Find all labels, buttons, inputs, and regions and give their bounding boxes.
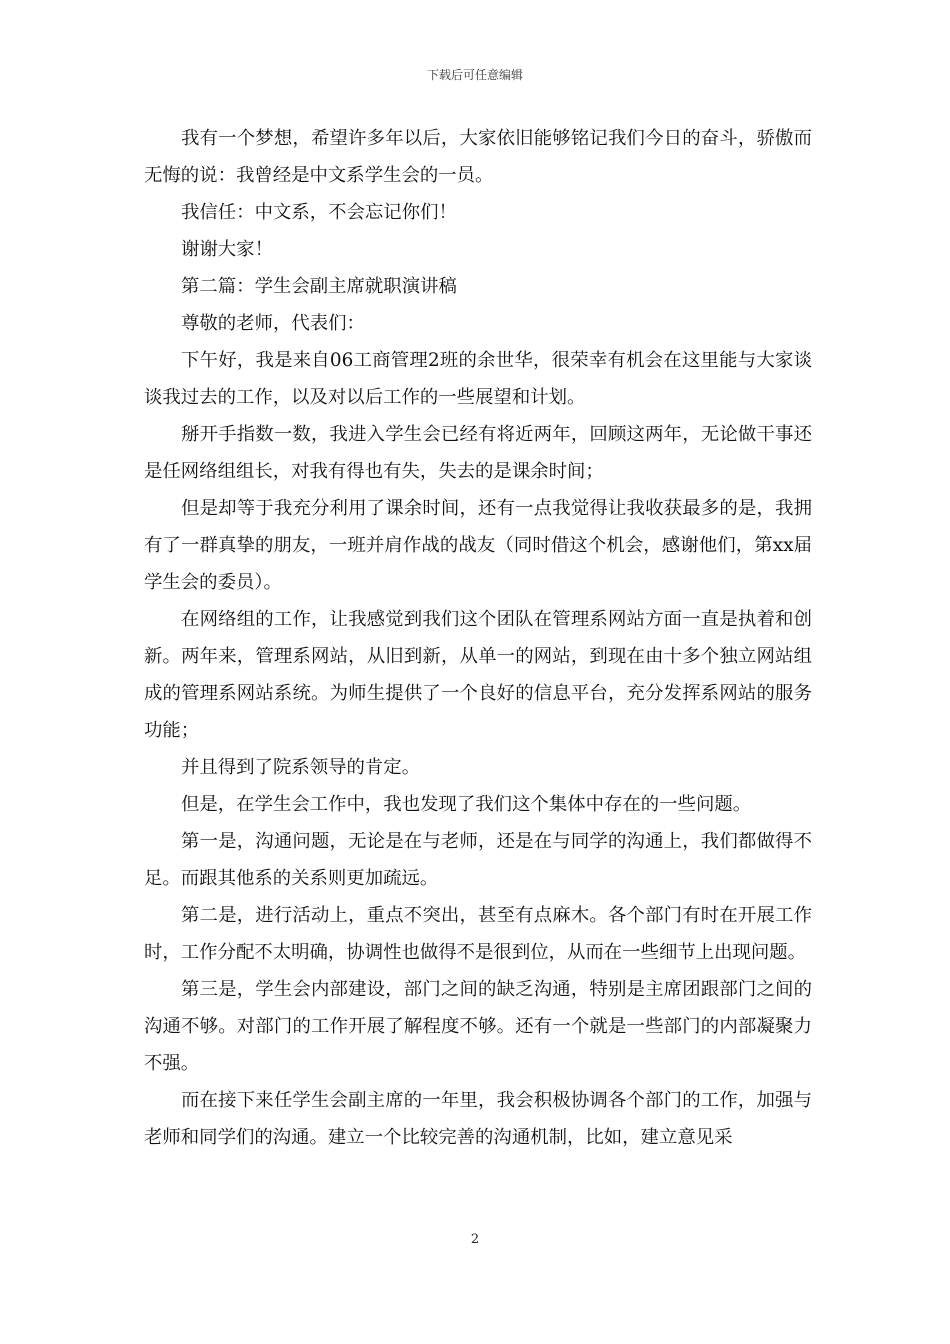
paragraph: 下午好，我是来自06工商管理2班的余世华，很荣幸有机会在这里能与大家谈谈我过去的工作，以及对以后工作的一些展望和计划。 (144, 350, 812, 408)
paragraph: 但是，在学生会工作中，我也发现了我们这个集体中存在的一些问题。 (181, 794, 752, 815)
page-header: 下载后可任意编辑 (426, 68, 523, 82)
section-title: 第二篇：学生会副主席就职演讲稿 (181, 276, 457, 297)
paragraph: 在网络组的工作，让我感觉到我们这个团队在管理系网站方面一直是执着和创新。两年来，管理系网站，从旧到新，从单一的网站，到现在由十多个独立网站组成的管理系网站系统。为师生提供了一个良好的信息平台，充分发挥系网站的服务功能； (144, 609, 812, 741)
paragraph: 而在接下来任学生会副主席的一年里，我会积极协调各个部门的工作，加强与老师和同学们的沟通。建立一个比较完善的沟通机制，比如，建立意见采 (144, 1090, 812, 1148)
salutation: 尊敬的老师，代表们： (181, 313, 365, 334)
paragraph: 掰开手指数一数，我进入学生会已经有将近两年，回顾这两年，无论做干事还是任网络组组长，对我有得也有失，失去的是课余时间； (144, 424, 812, 482)
paragraph: 我有一个梦想，希望许多年以后，大家依旧能够铭记我们今日的奋斗，骄傲而无悔的说：我曾经是中文系学生会的一员。 (144, 128, 812, 186)
document-body (144, 120, 812, 1156)
paragraph: 但是却等于我充分利用了课余时间，还有一点我觉得让我收获最多的是，我拥有了一群真挚的朋友，一班并肩作战的战友（同时借这个机会，感谢他们，第xx届学生会的委员）。 (144, 498, 812, 593)
page-number: 2 (470, 1232, 480, 1247)
paragraph: 第三是，学生会内部建设，部门之间的缺乏沟通，特别是主席团跟部门之间的沟通不够。对部门的工作开展了解程度不够。还有一个就是一些部门的内部凝聚力不强。 (144, 979, 812, 1074)
paragraph: 并且得到了院系领导的肯定。 (181, 757, 421, 778)
paragraph: 我信任：中文系，不会忘记你们！ (181, 202, 457, 223)
paragraph: 第二是，进行活动上，重点不突出，甚至有点麻木。各个部门有时在开展工作时，工作分配不太明确，协调性也做得不是很到位，从而在一些细节上出现问题。 (144, 905, 812, 963)
paragraph: 第一是，沟通问题，无论是在与老师，还是在与同学的沟通上，我们都做得不足。而跟其他系的关系则更加疏远。 (144, 831, 812, 889)
paragraph: 谢谢大家！ (181, 239, 273, 260)
